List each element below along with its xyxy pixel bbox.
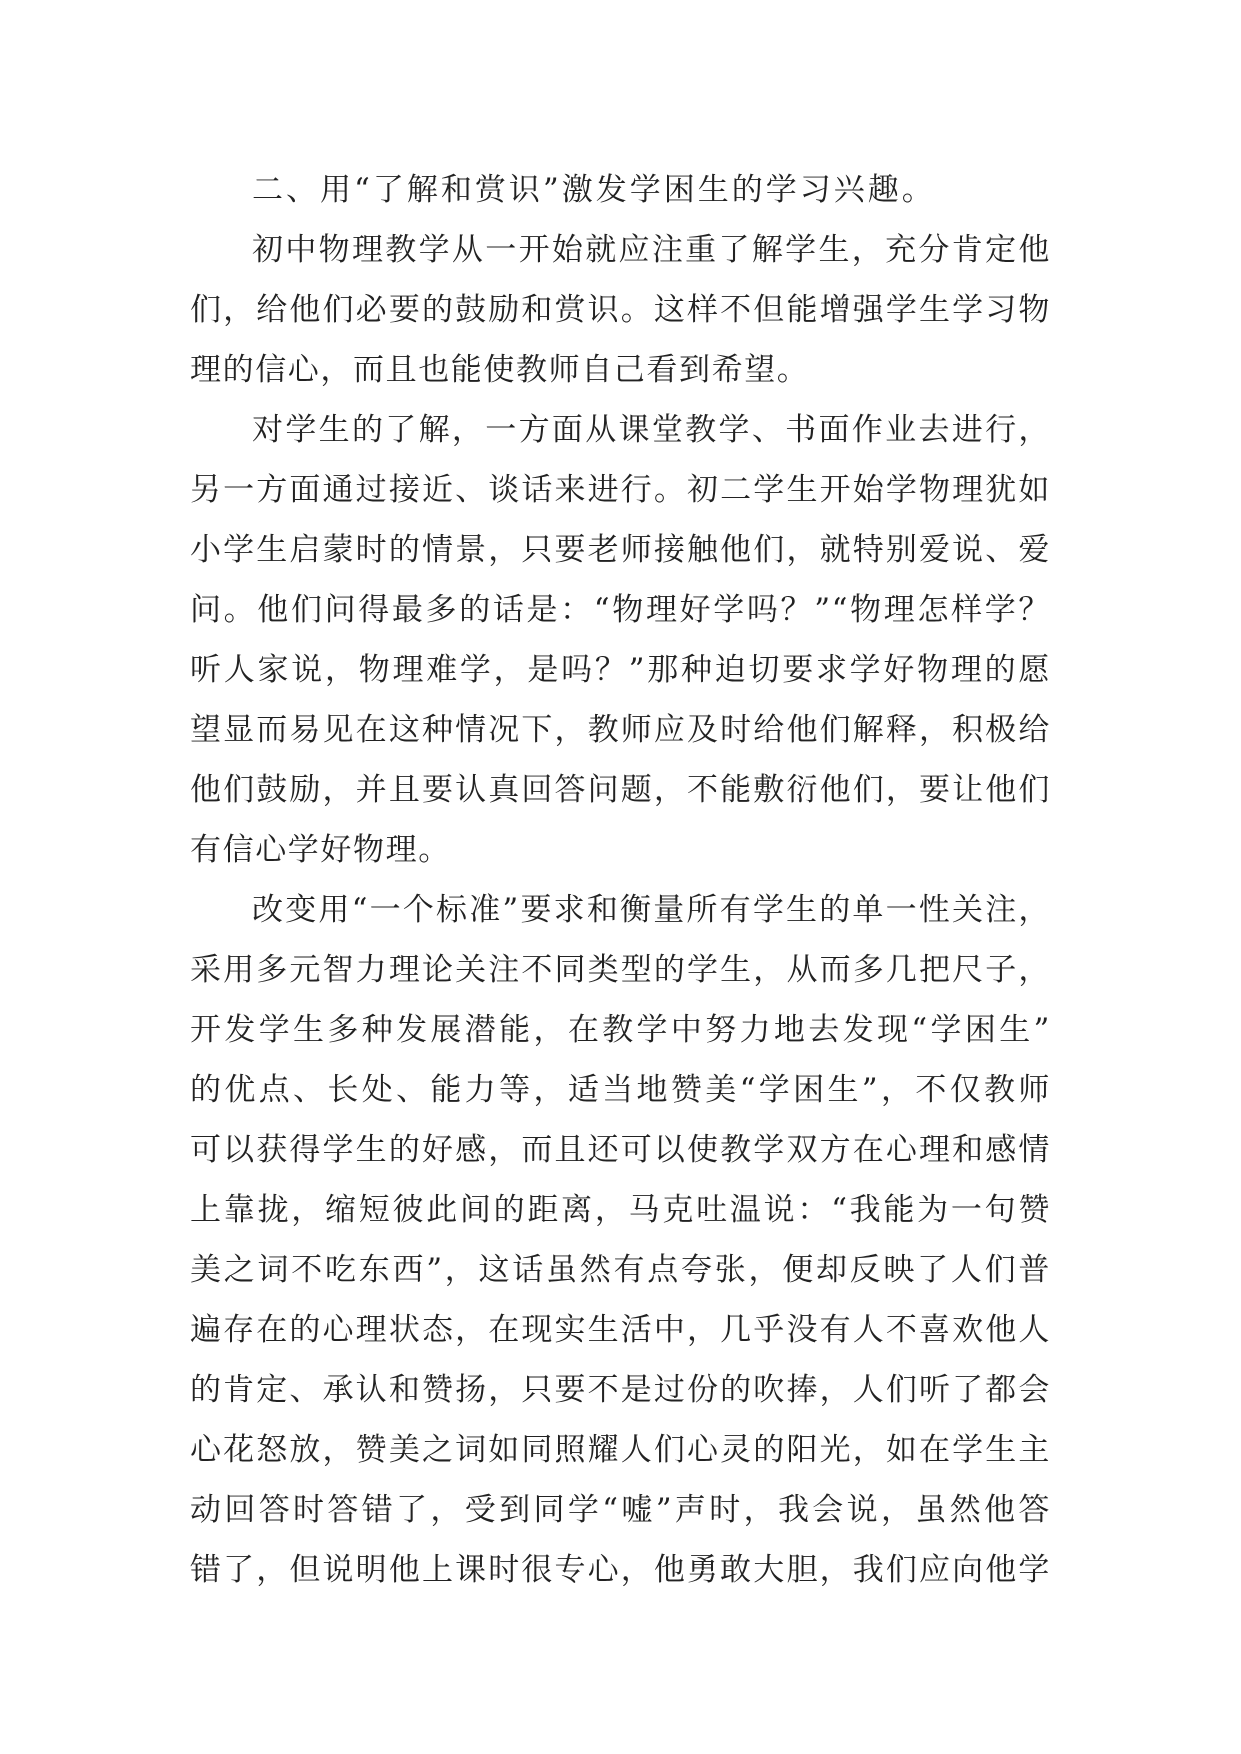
paragraph-line: 另一方面通过接近、谈话来进行。初二学生开始学物理犹如: [190, 472, 1051, 508]
paragraph-line: 对学生的了解，一方面从课堂教学、书面作业去进行，: [252, 412, 1051, 448]
paragraph-line: 的肯定、承认和赞扬，只要不是过份的吹捧，人们听了都会: [190, 1372, 1051, 1408]
paragraph-line: 开发学生多种发展潜能，在教学中努力地去发现“学困生”: [190, 1012, 1051, 1048]
paragraph-line: 错了，但说明他上课时很专心，他勇敢大胆，我们应向他学: [190, 1552, 1051, 1588]
section-heading: 二、用“了解和赏识”激发学困生的学习兴趣。: [252, 172, 936, 208]
paragraph-line: 望显而易见在这种情况下，教师应及时给他们解释，积极给: [190, 712, 1051, 748]
paragraph-2: [190, 400, 1051, 880]
paragraph-line: 小学生启蒙时的情景，只要老师接触他们，就特别爱说、爱: [190, 532, 1051, 568]
paragraph-line: 美之词不吃东西”，这话虽然有点夸张，便却反映了人们普: [190, 1252, 1051, 1288]
paragraph-line: 他们鼓励，并且要认真回答问题，不能敷衍他们，要让他们: [190, 772, 1051, 808]
paragraph-3: [190, 880, 1051, 1600]
paragraph-line: 动回答时答错了，受到同学“嘘”声时，我会说，虽然他答: [190, 1492, 1051, 1528]
paragraph-line: 初中物理教学从一开始就应注重了解学生，充分肯定他: [252, 232, 1051, 268]
paragraph-line: 采用多元智力理论关注不同类型的学生，从而多几把尺子，: [190, 952, 1051, 988]
paragraph-line: 的优点、长处、能力等，适当地赞美“学困生”，不仅教师: [190, 1072, 1051, 1108]
paragraph-1: [190, 220, 1051, 400]
paragraph-line: 可以获得学生的好感，而且还可以使教学双方在心理和感情: [190, 1132, 1051, 1168]
paragraph-line: 们，给他们必要的鼓励和赏识。这样不但能增强学生学习物: [190, 292, 1051, 328]
paragraph-line: 有信心学好物理。: [190, 832, 451, 868]
paragraph-line: 听人家说，物理难学，是吗？”那种迫切要求学好物理的愿: [190, 652, 1051, 688]
document-body: [190, 160, 1051, 1600]
paragraph-line: 遍存在的心理状态，在现实生活中，几乎没有人不喜欢他人: [190, 1312, 1051, 1348]
paragraph-line: 心花怒放，赞美之词如同照耀人们心灵的阳光，如在学生主: [190, 1432, 1051, 1468]
paragraph-line: 上靠拢，缩短彼此间的距离，马克吐温说：“我能为一句赞: [190, 1192, 1051, 1228]
paragraph-line: 理的信心，而且也能使教师自己看到希望。: [190, 352, 810, 388]
paragraph-line: 改变用“一个标准”要求和衡量所有学生的单一性关注，: [252, 892, 1051, 928]
paragraph-line: 问。他们问得最多的话是：“物理好学吗？”“物理怎样学？: [190, 592, 1051, 628]
